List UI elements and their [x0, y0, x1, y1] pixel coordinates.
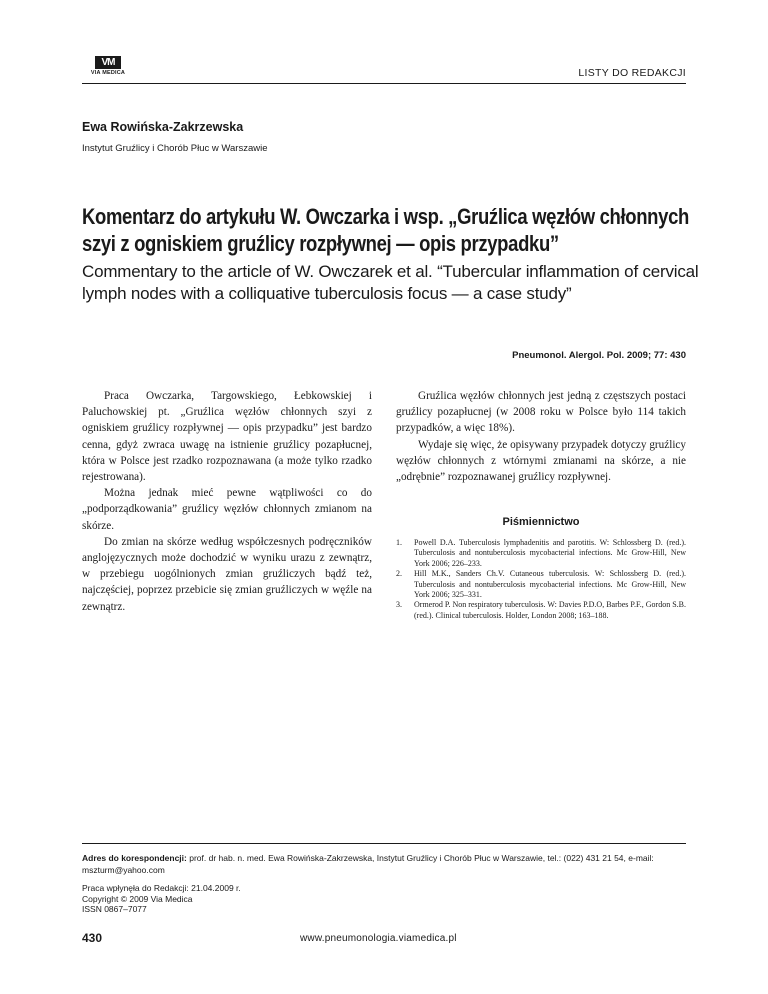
reference-item — [396, 538, 686, 569]
correspondence-address — [82, 853, 686, 876]
body-paragraph: Praca Owczarka, Targowskiego, Łebkowskiej i Paluchowskiej pt. „Gruźlica węzłów chłonnych szyi z ogniskiem gruźlicy rozpływnej — opis przypadku” jest bardzo cenna, gdyż zwraca uwagę na istnienie gruźlicy pozapłucnej, która w Polsce jest rzadko rozpoznawana (a może tylko rzadko rejestrowana). — [82, 390, 372, 484]
header-divider — [82, 83, 686, 84]
author-name: Ewa Rowińska-Zakrzewska — [82, 120, 244, 134]
article-title: Komentarz do artykułu W. Owczarka i wsp. „Gruźlica węzłów chłonnych szyi z ogniskiem gruźlicy rozpływnej — opis przypadku” — [82, 204, 689, 256]
reference-text: Hill M.K., Sanders Ch.V. Cutaneous tuberculosis. W: Schlossberg D. (red.). Tuberculosis and nontuberculosis mycobacterial infections. Mc Grow-Hill, New York 2006; 325–331. — [414, 569, 686, 600]
references-list — [396, 538, 686, 621]
body-column-left — [82, 388, 372, 615]
correspondence-label: Adres do korespondencji: — [82, 853, 187, 863]
reference-number: 2. — [396, 569, 402, 579]
publication-info — [82, 883, 241, 915]
received-date: Praca wpłynęła do Redakcji: 21.04.2009 r. — [82, 883, 241, 893]
body-paragraph: Gruźlica węzłów chłonnych jest jedną z częstszych postaci gruźlicy pozapłucnej (w 2008 roku w Polsce było 114 takich przypadków, a więc 18%). — [396, 390, 686, 435]
body-paragraph: Można jednak mieć pewne wątpliwości co do „podporządkowania” gruźlicy węzłów chłonnych zmianom na skórze. — [82, 487, 372, 532]
reference-item — [396, 569, 686, 600]
body-column-right — [396, 388, 686, 485]
reference-item — [396, 600, 686, 621]
journal-citation: Pneumonol. Alergol. Pol. 2009; 77: 430 — [512, 350, 686, 361]
author-affiliation: Instytut Gruźlicy i Chorób Płuc w Warszawie — [82, 143, 268, 154]
body-paragraph: Do zmian na skórze według współczesnych podręczników anglojęzycznych może dochodzić w wyniku urazu z zewnątrz, w przebiegu uogólnionych zmian gruźliczych bądź też, najczęściej, poprzez przebicie się zmian gruźliczych w węźle na zewnątrz. — [82, 535, 372, 613]
article-subtitle: Commentary to the article of W. Owczarek et al. “Tubercular inflammation of cervical lymph nodes with a colliquative tuberculosis focus — a case study” — [82, 262, 699, 303]
reference-text: Ormerod P. Non respiratory tuberculosis. W: Davies P.D.O, Barbes P.F., Gordon S.B. (red.). Clinical tuberculosis. Holder, London 2008; 163–188. — [414, 600, 687, 620]
footer-divider — [82, 843, 686, 844]
reference-number: 1. — [396, 538, 402, 547]
correspondence-text: prof. dr hab. n. med. Ewa Rowińska-Zakrzewska, Instytut Gruźlicy i Chorób Płuc w Warszawie, tel.: (022) 431 21 54, e-mail: mszturm@yahoo.com — [82, 853, 654, 875]
issn: ISSN 0867–7077 — [82, 904, 147, 914]
via-medica-logo — [82, 56, 134, 82]
section-label: LISTY DO REDAKCJI — [578, 67, 686, 79]
journal-website: www.pneumonologia.viamedica.pl — [300, 933, 457, 944]
reference-text: Powell D.A. Tuberculosis lymphadenitis and parotitis. W: Schlossberg D. (red.). Tuberculosis and nontuberculosis mycobacterial infections. Mc Grow-Hill, New York 2006; 226–233. — [414, 538, 686, 568]
page-number: 430 — [82, 931, 103, 945]
logo-mark: VM — [95, 56, 121, 69]
logo-text: VIA MEDICA — [90, 70, 126, 76]
references-heading: Piśmiennictwo — [502, 516, 580, 528]
body-paragraph: Wydaje się więc, że opisywany przypadek dotyczy gruźlicy węzłów chłonnych z wtórnymi zmianami na skórze, a nie „odrębnie” rozpoznawanej gruźlicy rozpływnej. — [396, 438, 686, 484]
copyright: Copyright © 2009 Via Medica — [82, 893, 193, 904]
reference-number: 3. — [396, 600, 402, 610]
